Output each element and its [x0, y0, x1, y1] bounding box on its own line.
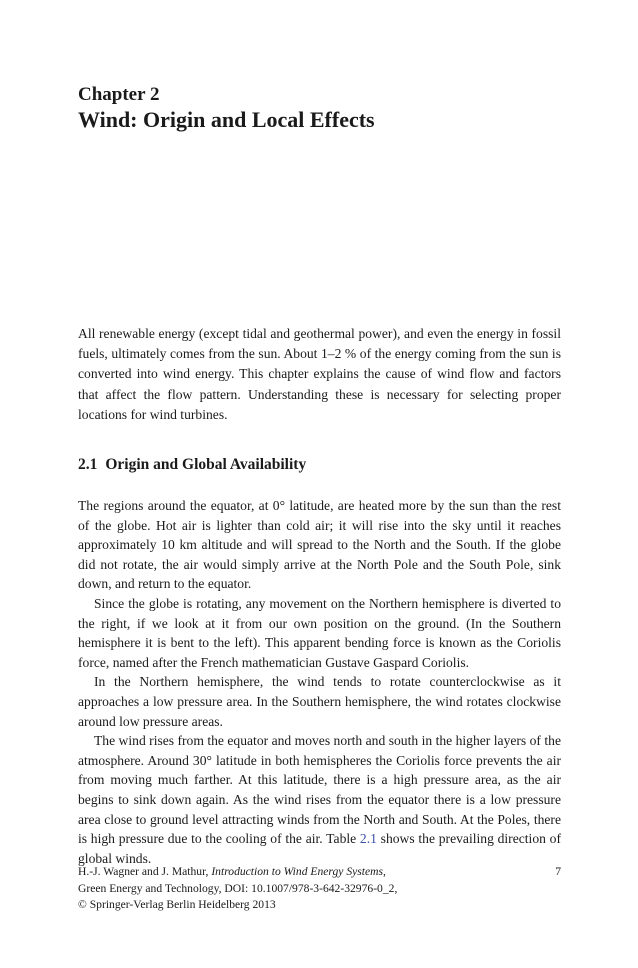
paragraph-4-text: The wind rises from the equator and moves north and south in the higher layers of the atmosphere. Around 30° latitude in both hemispheres the Coriolis force prevents the air from moving much farther. At this latitude, there is a high pressure area, as the air begins to sink down again. As the wind rises from the equator there is a low pressure area close to ground level attracting winds from the North and South. At the Poles, there is high pressure due to the cooling of the air. Table	[78, 733, 561, 847]
footer-comma: ,	[383, 865, 386, 878]
section-body	[78, 496, 561, 868]
chapter-label: Chapter 2	[78, 84, 160, 105]
chapter-title: Wind: Origin and Local Effects	[78, 107, 375, 132]
chapter-abstract: All renewable energy (except tidal and geothermal power), and even the energy in fossil fuels, ultimately comes from the sun. About 1–2 % of the energy coming from the sun is converted into wind energy. This chapter explains the cause of wind flow and factors that affect the flow pattern. Understanding these is necessary for selecting proper locations for wind turbines.	[78, 326, 561, 422]
paragraph-2: Since the globe is rotating, any movement on the Northern hemisphere is diverted to the right, if we look at it from our own position on the ground. (In the Southern hemisphere it is bent to the left). This apparent bending force is known as the Coriolis force, named after the French mathematician Gustave Gaspard Coriolis.	[78, 595, 561, 670]
section-heading	[78, 456, 306, 474]
paragraph-3: In the Northern hemisphere, the wind tends to rotate counterclockwise as it approaches a low pressure area. In the Southern hemisphere, the wind rotates clockwise around low pressure areas.	[78, 674, 561, 729]
table-reference-link[interactable]: 2.1	[359, 831, 377, 847]
footer-line-2: Green Energy and Technology, DOI: 10.1007/978-3-642-32976-0_2,	[78, 881, 398, 895]
footer-authors: H.-J. Wagner and J. Mathur,	[78, 865, 209, 878]
page-footer	[78, 864, 561, 914]
section-number: 2.1	[78, 456, 98, 473]
footer-line-1	[78, 864, 561, 881]
section-title: Origin and Global Availability	[105, 456, 307, 473]
footer-book-title: Introduction to Wind Energy Systems	[211, 865, 384, 878]
page-number: 7	[555, 865, 561, 878]
paragraph-4	[78, 731, 561, 868]
paragraph-4-tail: shows the prevailing direction of global winds.	[78, 831, 561, 866]
footer-line-3: © Springer-Verlag Berlin Heidelberg 2013	[78, 898, 276, 912]
paragraph-1: The regions around the equator, at 0° latitude, are heated more by the sun than the rest of the globe. Hot air is lighter than cold air; it will rise into the sky until it reaches approximately 10 km altitude and will spread to the North and the South. If the globe did not rotate, the air would simply arrive at the North Pole and the South Pole, sink down, and return to the equator.	[78, 498, 561, 592]
